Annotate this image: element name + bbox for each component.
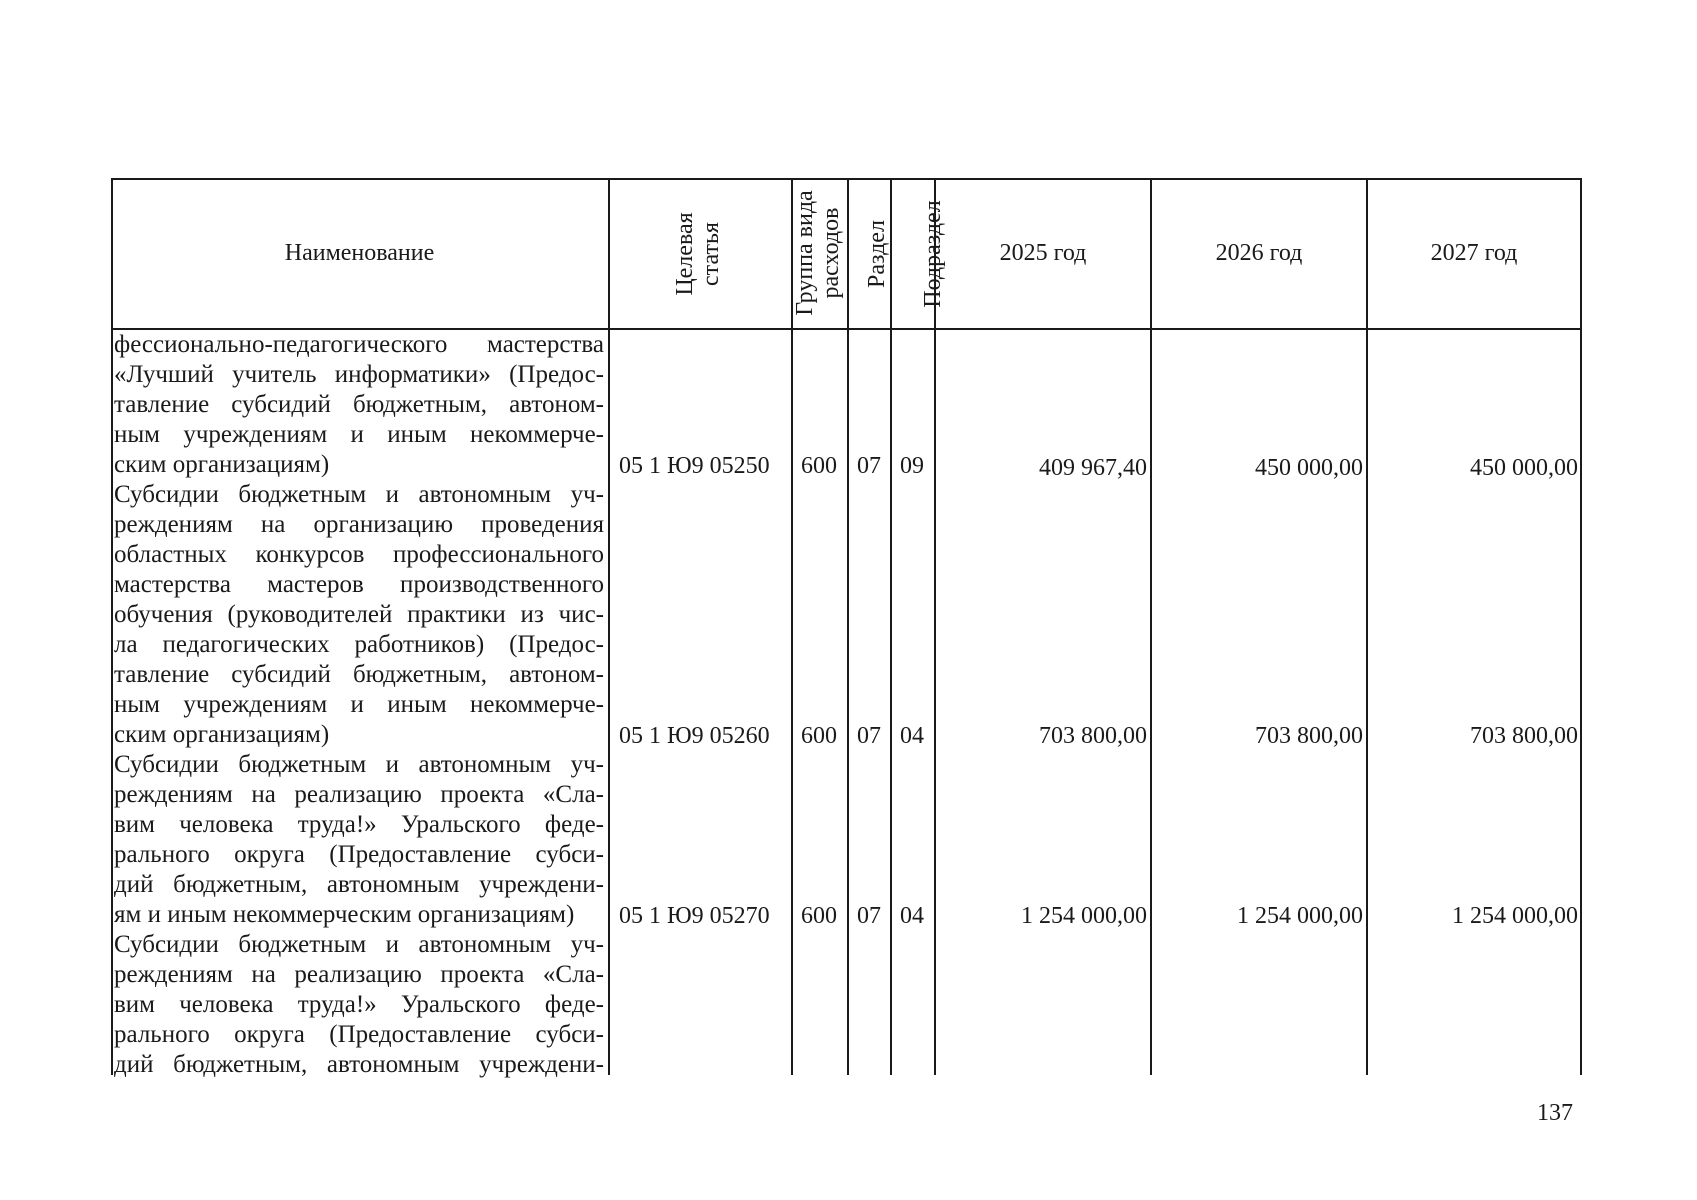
- row-2-section: 07: [857, 723, 881, 749]
- header-year-2027: 2027 год: [1430, 239, 1518, 266]
- row-1-name: фессионально-педагогического мастерства «Лучший учитель информатики» (Предос- тавление субсидий бюджетным, автоном- ным учреждениям и иным некоммерче- ским организациям): [114, 331, 604, 478]
- row-4-name: Субсидии бюджетным и автономным уч- реждениям на реализацию проекта «Сла- вим человека труда!» Уральского феде- рального округа (Предоставление субси- дий бюджетным, автономным учреждени-: [114, 931, 604, 1078]
- row-2-2027: 703 800,00: [1470, 723, 1578, 749]
- table-border-right: [1580, 178, 1582, 1075]
- row-1-group: 600: [801, 453, 837, 479]
- header-year-2025: 2025 год: [999, 239, 1087, 266]
- row-3-group: 600: [801, 903, 837, 929]
- row-2-group: 600: [801, 723, 837, 749]
- row-1-section: 07: [857, 453, 881, 479]
- col-divider-group: [847, 178, 849, 1075]
- header-target-article: Целевая статья: [672, 212, 724, 296]
- page-number: 137: [1537, 1100, 1573, 1126]
- row-1-2027: 450 000,00: [1470, 455, 1578, 481]
- row-2-2026: 703 800,00: [1255, 723, 1363, 749]
- row-3-2026: 1 254 000,00: [1237, 903, 1363, 929]
- header-section: Раздел: [864, 220, 890, 288]
- row-3-subsection: 04: [900, 903, 924, 929]
- row-1-2025: 409 967,40: [1039, 455, 1147, 481]
- header-year-2026: 2026 год: [1215, 239, 1303, 266]
- row-2-code: 05 1 Ю9 05260: [619, 723, 770, 749]
- header-subsection: Подраздел: [920, 200, 946, 308]
- row-2-2025: 703 800,00: [1039, 723, 1147, 749]
- col-divider-name: [608, 178, 610, 1075]
- row-3-code: 05 1 Ю9 05270: [619, 903, 770, 929]
- row-3-section: 07: [857, 903, 881, 929]
- row-1-2026: 450 000,00: [1255, 455, 1363, 481]
- budget-table: [111, 178, 1581, 1078]
- row-3-2027: 1 254 000,00: [1452, 903, 1578, 929]
- row-1-subsection: 09: [900, 453, 924, 479]
- header-expense-group: Группа вида расходов: [792, 190, 844, 316]
- col-divider-section: [890, 178, 892, 1075]
- row-1-code: 05 1 Ю9 05250: [619, 453, 770, 479]
- row-2-name: Субсидии бюджетным и автономным уч- реждениям на организацию проведения областных конкурсов профессионального мастерства мастеров производственного обучения (руководителей практики из чис- ла педагогических работников) (Предос- тавление субсидий бюджетным, автоном- ным учреждениям и иным некоммерче- ским организациям): [114, 481, 604, 748]
- header-name: Наименование: [284, 239, 435, 266]
- row-3-2025: 1 254 000,00: [1021, 903, 1147, 929]
- row-3-name: Субсидии бюджетным и автономным уч- реждениям на реализацию проекта «Сла- вим человека труда!» Уральского феде- рального округа (Предоставление субси- дий бюджетным, автономным учреждени- ям и иным некоммерческим организациям): [114, 751, 604, 928]
- row-2-subsection: 04: [900, 723, 924, 749]
